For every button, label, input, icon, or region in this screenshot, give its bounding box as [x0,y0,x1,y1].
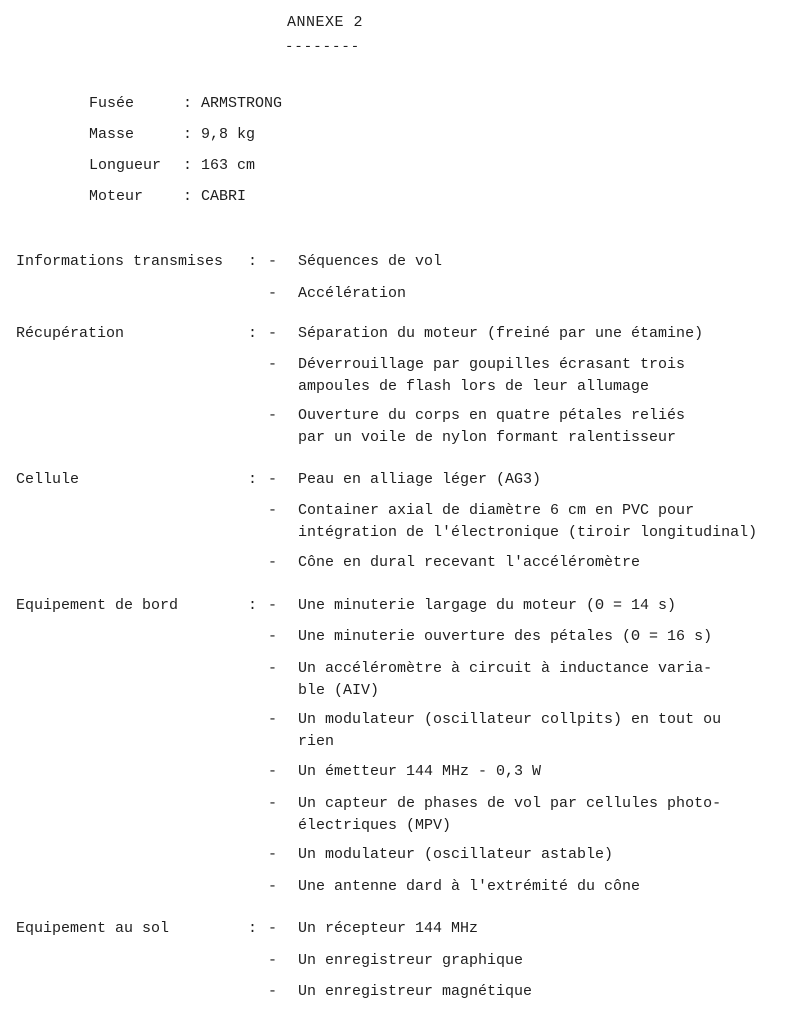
dash: - [268,285,278,302]
item-line: Une minuterie ouverture des pétales (Θ = 16 s) [298,628,713,645]
dash: - [268,711,278,728]
item-line: Une minuterie largage du moteur (Θ = 14 s) [298,597,677,614]
list-item [268,793,721,837]
dash: - [268,983,278,1000]
item-line: ampoules de flash lors de leur allumage [298,378,650,395]
spec-separator: : [183,157,193,174]
spec-label: Fusée [89,95,135,112]
section-label: Informations transmises [16,253,224,270]
item-line: Un capteur de phases de vol par cellules photo- [298,795,722,812]
item-line: Séparation du moteur (freiné par une étamine) [298,325,704,342]
item-line: Peau en alliage léger (AG3) [298,471,542,488]
item-line: Un enregistreur graphique [298,952,524,969]
section-label: Equipement de bord [16,597,179,614]
list-item [268,658,712,702]
section-colon: : [248,253,258,270]
list-item [268,950,523,972]
dash: - [268,471,278,488]
spec-separator: : [183,95,193,112]
item-line: Déverrouillage par goupilles écrasant trois [298,356,686,373]
item-line: Un récepteur 144 MHz [298,920,479,937]
spec-value: 9,8 kg [201,126,256,143]
dash: - [268,763,278,780]
dash: - [268,407,278,424]
dash: - [268,878,278,895]
item-line: Container axial de diamètre 6 cm en PVC pour [298,502,695,519]
dash: - [268,325,278,342]
item-line: par un voile de nylon formant ralentisseur [298,429,677,446]
dash: - [268,253,278,270]
spec-label: Moteur [89,188,144,205]
list-item [268,251,442,273]
dash: - [268,920,278,937]
list-item [268,709,721,753]
spec-value: CABRI [201,188,247,205]
list-item [268,283,406,305]
list-item [268,595,676,617]
list-item [268,844,613,866]
item-line: Un accéléromètre à circuit à inductance varia- [298,660,713,677]
dash: - [268,502,278,519]
item-line: électriques (MPV) [298,817,452,834]
item-line: intégration de l'électronique (tiroir longitudinal) [298,524,758,541]
item-line: ble (AIV) [298,682,380,699]
list-item [268,469,541,491]
dash: - [268,554,278,571]
dash: - [268,628,278,645]
rocket-specs [89,94,282,218]
spec-row-longueur [89,156,282,187]
dash: - [268,795,278,812]
section-label: Cellule [16,471,80,488]
spec-value: 163 cm [201,157,256,174]
item-line: Séquences de vol [298,253,443,270]
list-item [268,500,757,544]
item-line: Cône en dural recevant l'accéléromètre [298,554,641,571]
item-line: Ouverture du corps en quatre pétales reliés [298,407,686,424]
list-item [268,405,685,449]
spec-separator: : [183,126,193,143]
item-line: Accélération [298,285,407,302]
spec-label: Longueur [89,157,162,174]
list-item [268,626,712,648]
dash: - [268,952,278,969]
spec-row-moteur [89,187,282,218]
spec-value: ARMSTRONG [201,95,283,112]
title-underline: -------- [285,39,361,55]
list-item [268,552,640,574]
item-line: Un modulateur (oscillateur astable) [298,846,614,863]
item-line: Un modulateur (oscillateur collpits) en tout ou [298,711,722,728]
dash: - [268,356,278,373]
section-label: Equipement au sol [16,920,170,937]
dash: - [268,846,278,863]
list-item [268,354,685,398]
list-item [268,761,541,783]
spec-row-masse [89,125,282,156]
spec-separator: : [183,188,193,205]
section-colon: : [248,325,258,342]
list-item [268,981,532,1003]
section-colon: : [248,597,258,614]
section-label: Récupération [16,325,125,342]
page-title: ANNEXE 2 [287,14,364,31]
item-line: Un émetteur 144 MHz - 0,3 W [298,763,542,780]
item-line: Une antenne dard à l'extrémité du cône [298,878,641,895]
dash: - [268,660,278,677]
list-item [268,323,703,345]
spec-label: Masse [89,126,135,143]
dash: - [268,597,278,614]
spec-row-fusee [89,94,282,125]
item-line: rien [298,733,335,750]
section-colon: : [248,920,258,937]
list-item [268,876,640,898]
section-colon: : [248,471,258,488]
list-item [268,918,478,940]
item-line: Un enregistreur magnétique [298,983,533,1000]
